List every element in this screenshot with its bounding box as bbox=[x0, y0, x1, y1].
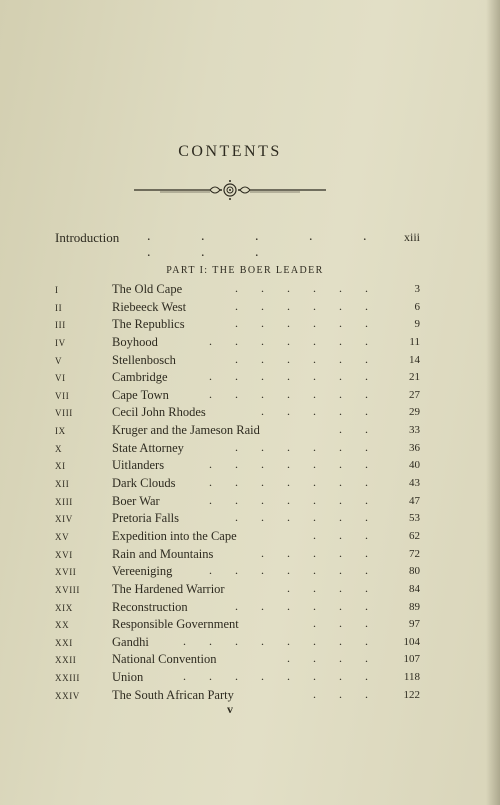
chapter-title: Kruger and the Jameson Raid bbox=[112, 423, 260, 438]
leader-dots: . . . . . . . bbox=[209, 386, 378, 401]
chapter-entry[interactable] bbox=[55, 317, 420, 335]
leader-dots: . . bbox=[339, 422, 378, 437]
chapter-page-number: 14 bbox=[409, 353, 420, 366]
chapter-number: III bbox=[55, 320, 66, 331]
chapter-page-number: 97 bbox=[409, 618, 420, 631]
chapter-number: XIV bbox=[55, 514, 73, 525]
part-heading: PART I: THE BOER LEADER bbox=[166, 265, 324, 276]
contents-heading: CONTENTS bbox=[178, 143, 282, 160]
chapter-page-number: 21 bbox=[409, 371, 420, 384]
chapter-entry[interactable] bbox=[55, 600, 420, 618]
chapter-page-number: 53 bbox=[409, 512, 420, 525]
chapter-title: Gandhi bbox=[112, 634, 149, 649]
leader-dots: . . . . . . . . bbox=[183, 669, 378, 684]
chapter-number: XVIII bbox=[55, 584, 80, 595]
chapter-entry[interactable] bbox=[55, 441, 420, 459]
chapter-number: V bbox=[55, 355, 63, 366]
chapter-entry[interactable] bbox=[55, 635, 420, 653]
chapter-page-number: 33 bbox=[409, 424, 420, 437]
chapter-page-number: 89 bbox=[409, 600, 420, 613]
chapter-number: XXI bbox=[55, 637, 73, 648]
chapter-title: Rain and Mountains bbox=[112, 546, 214, 561]
chapter-number: XVI bbox=[55, 549, 73, 560]
chapter-page-number: 84 bbox=[409, 582, 420, 595]
chapter-entry[interactable] bbox=[55, 511, 420, 529]
leader-dots: . . . . . . . bbox=[209, 457, 378, 472]
chapter-number: XII bbox=[55, 479, 70, 490]
chapter-title: Union bbox=[112, 670, 144, 685]
chapter-title: Cape Town bbox=[112, 387, 169, 402]
chapter-entry[interactable] bbox=[55, 335, 420, 353]
leader-dots: . . . . . . . bbox=[209, 492, 378, 507]
chapter-entry[interactable] bbox=[55, 564, 420, 582]
chapter-page-number: 36 bbox=[409, 441, 420, 454]
leader-dots: . . . . . . . bbox=[209, 369, 378, 384]
chapter-entry[interactable] bbox=[55, 388, 420, 406]
chapter-page-number: 6 bbox=[414, 300, 420, 313]
chapter-title: Stellenbosch bbox=[112, 352, 176, 367]
chapter-page-number: 9 bbox=[414, 318, 420, 331]
chapter-page-number: 27 bbox=[409, 388, 420, 401]
chapter-title: The South African Party bbox=[112, 687, 234, 702]
chapter-entry[interactable] bbox=[55, 670, 420, 688]
leader-dots: . . . . . . . bbox=[209, 563, 378, 578]
chapter-entry[interactable] bbox=[55, 423, 420, 441]
chapter-number: XIII bbox=[55, 496, 73, 507]
chapter-entry[interactable] bbox=[55, 300, 420, 318]
chapter-entry[interactable] bbox=[55, 494, 420, 512]
chapter-page-number: 118 bbox=[403, 671, 420, 684]
introduction-entry[interactable] bbox=[55, 229, 420, 260]
chapter-title: The Republics bbox=[112, 317, 185, 332]
chapter-number: IX bbox=[55, 426, 66, 437]
chapter-title: Uitlanders bbox=[112, 458, 165, 473]
chapter-page-number: 43 bbox=[409, 477, 420, 490]
leader-dots: . . . . . . bbox=[235, 281, 378, 295]
chapter-number: VI bbox=[55, 373, 66, 384]
chapter-number: XI bbox=[55, 461, 66, 472]
chapter-page-number: 122 bbox=[403, 688, 420, 701]
leader-dots: . . . . . . . . bbox=[147, 229, 390, 260]
chapter-title: Boer War bbox=[112, 493, 160, 508]
chapter-title: Responsible Government bbox=[112, 617, 239, 632]
chapter-entry[interactable] bbox=[55, 617, 420, 635]
chapter-title: Cecil John Rhodes bbox=[112, 405, 206, 420]
chapter-entry[interactable] bbox=[55, 353, 420, 371]
chapter-number: XIX bbox=[55, 602, 73, 613]
leader-dots: . . . . . . bbox=[235, 298, 378, 313]
chapter-page-number: 104 bbox=[403, 635, 420, 648]
chapter-title: National Convention bbox=[112, 652, 217, 667]
chapter-title: The Hardened Warrior bbox=[112, 581, 225, 596]
chapter-number: IV bbox=[55, 337, 66, 348]
chapter-page-number: 72 bbox=[409, 547, 420, 560]
leader-dots: . . . . . bbox=[261, 404, 378, 419]
chapter-page-number: 62 bbox=[409, 529, 420, 542]
chapter-entry[interactable] bbox=[55, 529, 420, 547]
chapter-number: XVII bbox=[55, 567, 77, 578]
chapter-entry[interactable] bbox=[55, 547, 420, 565]
leader-dots: . . . . . . . . bbox=[183, 633, 378, 648]
leader-dots: . . . bbox=[313, 686, 378, 701]
leader-dots: . . . . . . bbox=[235, 316, 378, 331]
chapter-title: Reconstruction bbox=[112, 599, 188, 614]
leader-dots: . . . . . . bbox=[235, 598, 378, 613]
leader-dots: . . . . . . bbox=[235, 439, 378, 454]
chapter-entry[interactable] bbox=[55, 370, 420, 388]
leader-dots: . . . . . bbox=[261, 545, 378, 560]
chapter-number: VII bbox=[55, 390, 70, 401]
chapter-title: Expedition into the Cape bbox=[112, 528, 237, 543]
page-folio: v bbox=[227, 702, 233, 716]
page-edge-shadow bbox=[486, 0, 500, 805]
leader-dots: . . . . bbox=[287, 580, 378, 595]
leader-dots: . . . . . . . bbox=[209, 333, 378, 348]
chapter-entry[interactable] bbox=[55, 458, 420, 476]
chapter-title: Riebeeck West bbox=[112, 299, 187, 314]
chapter-page-number: 29 bbox=[409, 406, 420, 419]
ornament-icon bbox=[130, 178, 330, 202]
chapter-page-number: 11 bbox=[409, 335, 420, 348]
chapter-entry[interactable] bbox=[55, 476, 420, 494]
chapter-number: II bbox=[55, 302, 63, 313]
chapter-title: State Attorney bbox=[112, 440, 184, 455]
leader-dots: . . . . . . bbox=[235, 510, 378, 525]
chapter-title: Cambridge bbox=[112, 370, 168, 385]
chapter-title: Pretoria Falls bbox=[112, 511, 180, 526]
chapter-entry[interactable] bbox=[55, 405, 420, 423]
chapter-entry[interactable] bbox=[55, 282, 420, 300]
chapter-entry[interactable] bbox=[55, 582, 420, 600]
chapter-title: Vereeniging bbox=[112, 564, 173, 579]
chapter-number: VIII bbox=[55, 408, 73, 419]
chapter-number: XX bbox=[55, 620, 70, 631]
introduction-page-number: xiii bbox=[403, 230, 420, 244]
chapter-title: Dark Clouds bbox=[112, 476, 176, 491]
chapter-number: XV bbox=[55, 531, 70, 542]
chapter-number: X bbox=[55, 443, 63, 454]
chapter-number: I bbox=[55, 285, 59, 295]
chapter-page-number: 80 bbox=[409, 565, 420, 578]
leader-dots: . . . bbox=[313, 616, 378, 631]
chapter-number: XXIV bbox=[55, 690, 80, 701]
leader-dots: . . . . . . bbox=[235, 351, 378, 366]
chapter-number: XXII bbox=[55, 655, 77, 666]
leader-dots: . . . . . . . bbox=[209, 475, 378, 490]
chapter-list bbox=[55, 282, 420, 705]
chapter-title: Boyhood bbox=[112, 334, 158, 349]
chapter-page-number: 3 bbox=[414, 283, 420, 295]
chapter-title: The Old Cape bbox=[112, 282, 183, 296]
chapter-entry[interactable] bbox=[55, 652, 420, 670]
chapter-page-number: 47 bbox=[409, 494, 420, 507]
leader-dots: . . . bbox=[313, 527, 378, 542]
chapter-page-number: 107 bbox=[403, 653, 420, 666]
leader-dots: . . . . bbox=[287, 651, 378, 666]
introduction-label: Introduction bbox=[55, 230, 120, 245]
chapter-page-number: 40 bbox=[409, 459, 420, 472]
chapter-number: XXIII bbox=[55, 673, 80, 684]
